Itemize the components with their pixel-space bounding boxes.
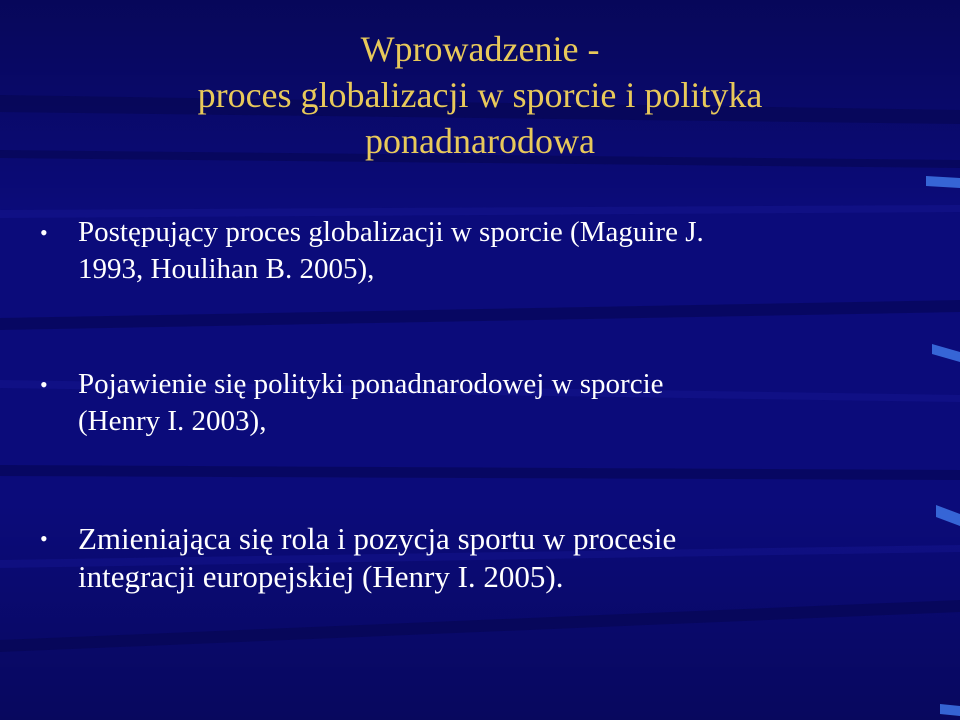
bullet-marker: •	[40, 220, 48, 245]
bullet-text-line: 1993, Houlihan B. 2005),	[78, 253, 375, 285]
bullet-text-line: Zmieniająca się rola i pozycja sportu w procesie	[78, 521, 677, 556]
bullet-marker: •	[40, 372, 48, 397]
title-line-1: Wprowadzenie -	[360, 29, 600, 69]
bullet-item-3	[40, 520, 918, 596]
bullet-text-line: Postępujący proces globalizacji w sporcie (Maguire J.	[78, 216, 704, 248]
bullet-text-line: (Henry I. 2003),	[78, 405, 267, 437]
bullet-text-line: Pojawienie się polityki ponadnarodowej w sporcie	[78, 368, 664, 400]
slide-title	[0, 26, 960, 164]
bullet-item-2	[40, 366, 918, 440]
bullet-marker: •	[40, 526, 48, 551]
bullet-item-1	[40, 214, 918, 288]
title-line-3: ponadnarodowa	[365, 121, 595, 161]
title-line-2: proces globalizacji w sporcie i polityka	[197, 75, 763, 115]
bullet-text-line: integracji europejskiej (Henry I. 2005).	[78, 559, 564, 594]
